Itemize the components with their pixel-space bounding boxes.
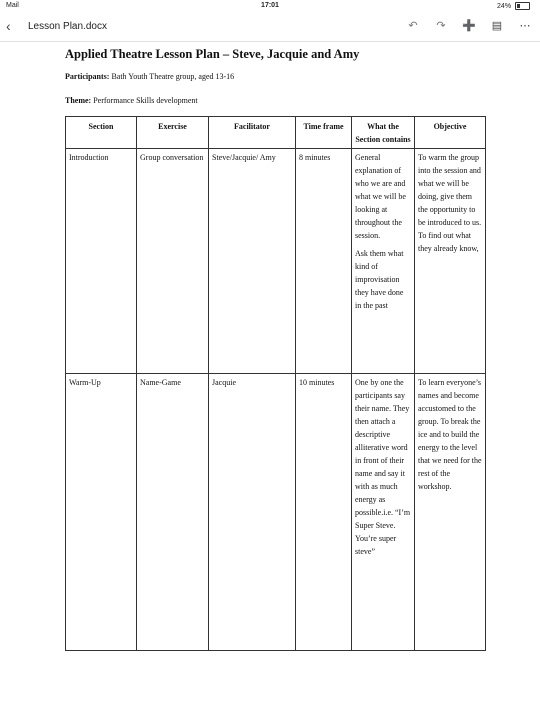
cell-facilitator: Jacquie [209, 374, 296, 651]
cell-objective: To warm the group into the session and what we will be doing, give them the opportunity to be introduced to us. To find out what they already know, [415, 149, 486, 374]
header-section: Section [66, 117, 137, 149]
undo-icon[interactable]: ↶ [408, 20, 418, 32]
header-contains: What the Section contains [352, 117, 415, 149]
contains-paragraph: Ask them what kind of improvisation they have done in the past [355, 249, 404, 310]
cell-contains [352, 374, 415, 651]
document-heading: Applied Theatre Lesson Plan – Steve, Jacquie and Amy [65, 47, 360, 61]
battery-icon [515, 2, 530, 10]
back-arrow-icon[interactable]: ‹ [6, 18, 11, 34]
cell-section: Warm-Up [66, 374, 137, 651]
theme-line [65, 96, 198, 105]
participants-line [65, 72, 234, 81]
table-header-row [66, 117, 486, 149]
contains-paragraph: General explanation of who we are and what we will be looking at throughout the session. [355, 153, 406, 240]
app-bar [0, 13, 540, 42]
carrier-label: Mail [6, 2, 19, 9]
more-icon[interactable]: ⋯ [519, 20, 531, 32]
table-row [66, 374, 486, 651]
cell-exercise: Name-Game [137, 374, 209, 651]
cell-time: 8 minutes [296, 149, 352, 374]
battery-status [497, 2, 530, 10]
theme-value: Performance Skills development [91, 96, 198, 105]
table-row [66, 149, 486, 374]
contains-paragraph: One by one the participants say their name. They then attach a descriptive alliterative word in front of their name and say it with as much energy as possible.i.e. “I’m Super Steve. You’re super steve” [355, 378, 411, 556]
header-exercise: Exercise [137, 117, 209, 149]
header-facilitator: Facilitator [209, 117, 296, 149]
redo-icon[interactable]: ↷ [436, 20, 446, 32]
battery-percent: 24% [497, 2, 512, 10]
theme-label: Theme: [65, 96, 92, 105]
cell-objective: To learn everyone’s names and become accustomed to the group. To break the ice and to build the energy to the level that we need for the rest of the workshop. [415, 374, 486, 651]
status-bar [0, 0, 540, 13]
toolbar [406, 19, 532, 32]
cell-exercise: Group conversation [137, 149, 209, 374]
comment-icon[interactable]: ▤ [491, 20, 503, 32]
header-objective: Objective [415, 117, 486, 149]
cell-section: Introduction [66, 149, 137, 374]
add-person-icon[interactable]: ➕ [462, 20, 476, 32]
cell-facilitator: Steve/Jacquie/ Amy [209, 149, 296, 374]
document-title: Lesson Plan.docx [28, 21, 107, 32]
participants-value: Bath Youth Theatre group, aged 13-16 [109, 72, 235, 81]
header-time-frame: Time frame [296, 117, 352, 149]
cell-time: 10 minutes [296, 374, 352, 651]
lesson-plan-table [65, 116, 486, 651]
participants-label: Participants: [65, 72, 110, 81]
cell-contains [352, 149, 415, 374]
status-time: 17:01 [261, 2, 279, 9]
